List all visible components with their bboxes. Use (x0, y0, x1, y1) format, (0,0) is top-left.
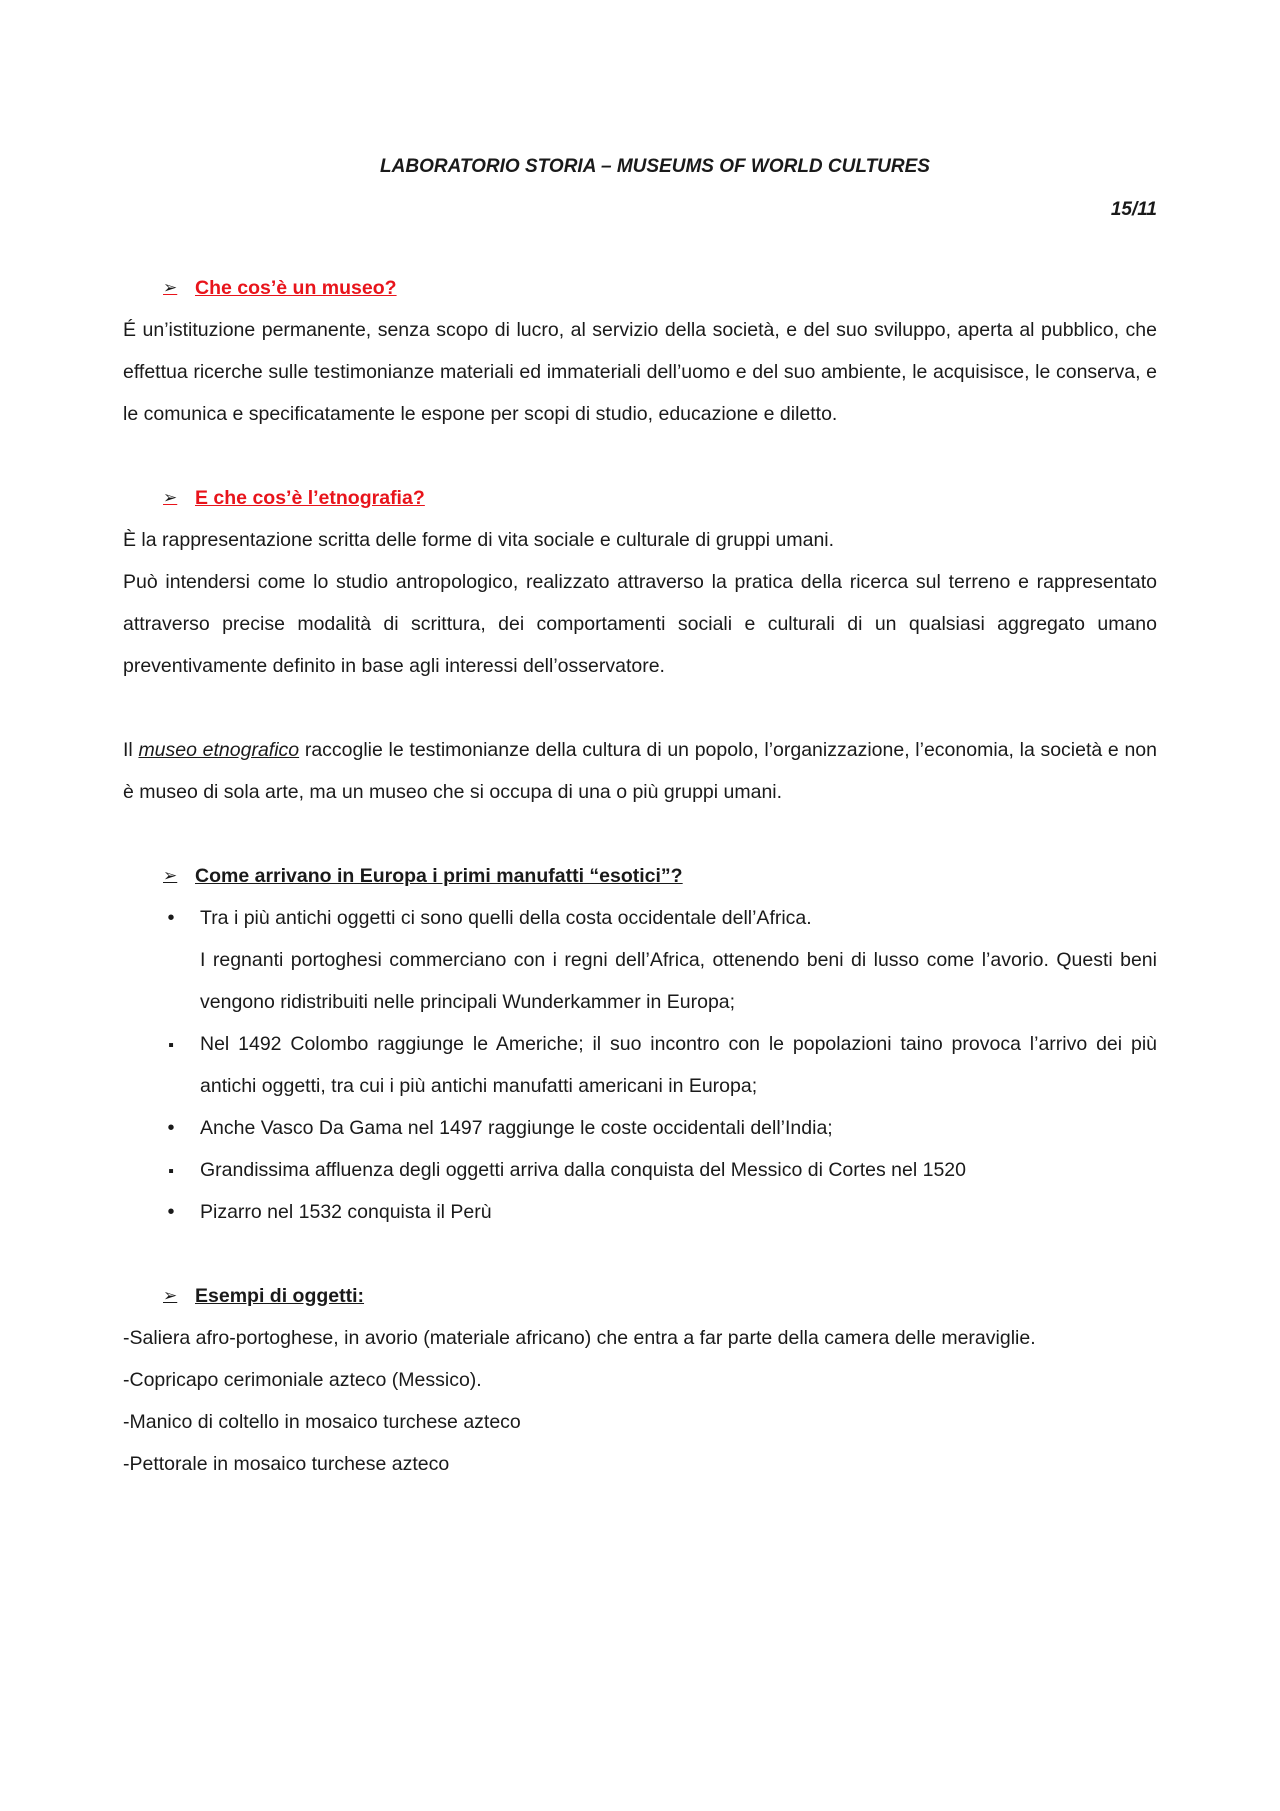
list-item: • Tra i più antichi oggetti ci sono quelli della costa occidentale dell’Africa. I regnanti portoghesi commerciano con i regni dell’Africa, ottenendo beni di lusso come l’avorio. Questi beni vengono ridistribuiti nelle principali Wunderkammer in Europa; (123, 897, 1157, 1023)
arrow-bullet-icon: ➢ (163, 866, 178, 885)
esempi-line: -Manico di coltello in mosaico turchese azteco (123, 1411, 521, 1433)
bullet-dot-icon (163, 897, 179, 939)
paragraph-museo: É un’istituzione permanente, senza scopo di lucro, al servizio della società, e del suo sviluppo, aperta al pubblico, che effettua ricerche sulle testimonianze materiali ed immateriali dell’uomo e del suo ambiente, le acquisisce, le conserva, e le comunica e specificatamente le espone per scopi di studio, educazione e diletto. (123, 319, 1157, 425)
bullet-square-icon (163, 1149, 179, 1193)
arrow-bullet-icon: ➢ (163, 278, 178, 297)
bullet-dot-icon (163, 1191, 179, 1233)
heading-etnografia: ➢ E che cos’è l’etnografia? (163, 477, 1157, 519)
term-museo-etnografico: museo etnografico (138, 739, 300, 761)
bullet-square-icon (163, 1023, 179, 1067)
manufatti-list (123, 897, 1157, 1233)
arrow-bullet-icon: ➢ (163, 1286, 178, 1305)
paragraph-museo-etnografico: Il museo etnografico raccoglie le testimonianze della cultura di un popolo, l’organizzazione, l’economia, la società e non è museo di sola arte, ma un museo che si occupa di una o più gruppi umani. (123, 739, 1157, 803)
esempi-line: -Pettorale in mosaico turchese azteco (123, 1453, 450, 1475)
list-item: ▪ Grandissima affluenza degli oggetti arriva dalla conquista del Messico di Cortes nel 1520 (123, 1149, 1157, 1191)
bullet-dot-icon (163, 1107, 179, 1149)
list-item: • Anche Vasco Da Gama nel 1497 raggiunge le coste occidentali dell’India; (123, 1107, 1157, 1149)
paragraph-etnografia-2: Può intendersi come lo studio antropologico, realizzato attraverso la pratica della ricerca sul terreno e rappresentato attraverso precise modalità di scrittura, dei comportamenti sociali e culturali di un qualsiasi aggregato umano preventivamente definito in base agli interessi dell’osservatore. (123, 571, 1157, 677)
arrow-bullet-icon: ➢ (163, 488, 178, 507)
esempi-line: -Saliera afro-portoghese, in avorio (materiale africano) che entra a far parte della camera delle meraviglie. (123, 1327, 1036, 1349)
list-item: • Pizarro nel 1532 conquista il Perù (123, 1191, 1157, 1233)
heading-esempi: ➢ Esempi di oggetti: (163, 1275, 1157, 1317)
document-title: LABORATORIO STORIA – MUSEUMS OF WORLD CULTURES (380, 156, 930, 177)
heading-manufatti: ➢ Come arrivano in Europa i primi manufatti “esotici”? (163, 855, 1157, 897)
heading-museo: ➢ Che cos’è un museo? (163, 267, 1157, 309)
esempi-line: -Copricapo cerimoniale azteco (Messico). (123, 1369, 482, 1391)
paragraph-etnografia-1: È la rappresentazione scritta delle forme di vita sociale e culturale di gruppi umani. (123, 529, 835, 551)
document-date: 15/11 (1110, 199, 1157, 220)
list-item: ▪ Nel 1492 Colombo raggiunge le Americhe; il suo incontro con le popolazioni taino provoca l’arrivo dei più antichi oggetti, tra cui i più antichi manufatti americani in Europa; (123, 1023, 1157, 1107)
